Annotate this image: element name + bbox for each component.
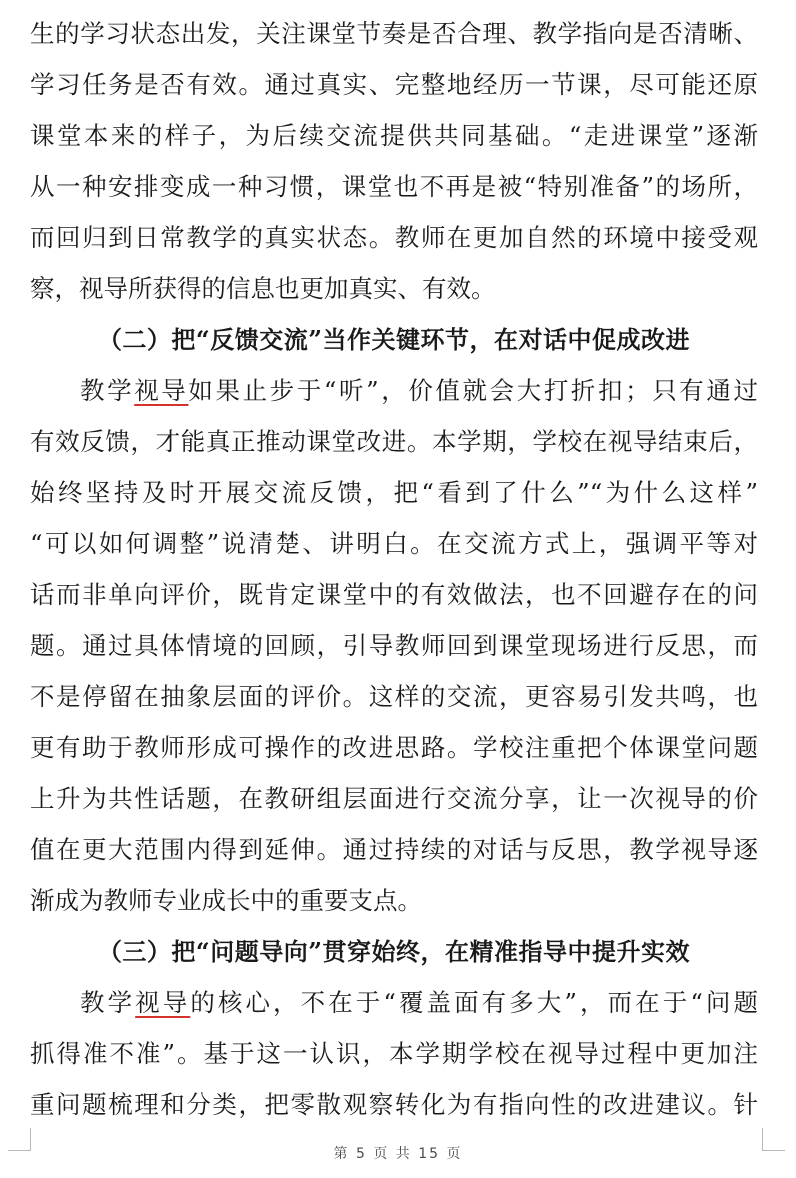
text-line: 始终坚持及时开展交流反馈，把“看到了什么”“为什么这样” [30, 478, 758, 507]
text-line: 抓得准不准”。基于这一认识，本学期学校在视导过程中更加注 [30, 1039, 758, 1068]
text-line: 察，视导所获得的信息也更加真实、有效。 [30, 274, 496, 303]
page-footer [0, 1143, 796, 1163]
text-line [30, 977, 758, 1028]
text-run: 的核心，不在于“覆盖面有多大”，而在于“问题 [190, 988, 758, 1017]
text-line: 题。通过具体情境的回顾，引导教师回到课堂现场进行反思，而 [30, 631, 758, 660]
text-line: 课堂本来的样子，为后续交流提供共同基础。“走进课堂”逐渐 [30, 121, 758, 150]
footer-page-number: 5 [355, 1146, 367, 1162]
text-line: 从一种安排变成一种习惯，课堂也不再是被“特别准备”的场所， [30, 172, 758, 201]
text-line: 值在更大范围内得到延伸。通过持续的对话与反思，教学视导逐 [30, 835, 758, 864]
text-line: 渐成为教师专业成长中的重要支点。 [30, 886, 422, 915]
text-line: 上升为共性话题，在教研组层面进行交流分享，让一次视导的价 [30, 784, 758, 813]
spellcheck-marked-word[interactable]: 视导 [134, 376, 189, 405]
text-run: 如果止步于“听”，价值就会大打折扣；只有通过 [188, 376, 758, 405]
section-heading-2: （二）把“反馈交流”当作关键环节，在对话中促成改进 [97, 325, 691, 354]
spellcheck-marked-word[interactable]: 视导 [135, 988, 191, 1017]
text-line: 学习任务是否有效。通过真实、完整地经历一节课，尽可能还原 [30, 70, 758, 99]
text-line: 不是停留在抽象层面的评价。这样的交流，更容易引发共鸣，也 [30, 682, 758, 711]
document-body [30, 0, 758, 1130]
text-line: 更有助于教师形成可操作的改进思路。学校注重把个体课堂问题 [30, 733, 758, 762]
text-line: 有效反馈，才能真正推动课堂改进。本学期，学校在视导结束后， [30, 427, 758, 456]
text-run: 教学 [80, 988, 136, 1017]
text-line: 而回归到日常教学的真实状态。教师在更加自然的环境中接受观 [30, 223, 758, 252]
paragraph-classroom-observation [30, 8, 758, 314]
footer-prefix: 第 [333, 1146, 350, 1162]
footer-middle: 页 共 [373, 1146, 412, 1162]
text-line: “可以如何调整”说清楚、讲明白。在交流方式上，强调平等对 [30, 529, 758, 558]
text-line: 生的学习状态出发，关注课堂节奏是否合理、教学指向是否清晰、 [30, 19, 758, 48]
text-line [30, 365, 758, 416]
paragraph-feedback [30, 365, 758, 926]
text-line: 话而非单向评价，既肯定课堂中的有效做法，也不回避存在的问 [30, 580, 758, 609]
footer-suffix: 页 [446, 1146, 463, 1162]
paragraph-problem-oriented [30, 977, 758, 1130]
section-heading-3: （三）把“问题导向”贯穿始终，在精准指导中提升实效 [97, 937, 691, 966]
text-run: 教学 [80, 376, 135, 405]
footer-total-pages: 15 [418, 1146, 441, 1162]
text-line: 重问题梳理和分类，把零散观察转化为有指向性的改进建议。针 [30, 1090, 758, 1119]
